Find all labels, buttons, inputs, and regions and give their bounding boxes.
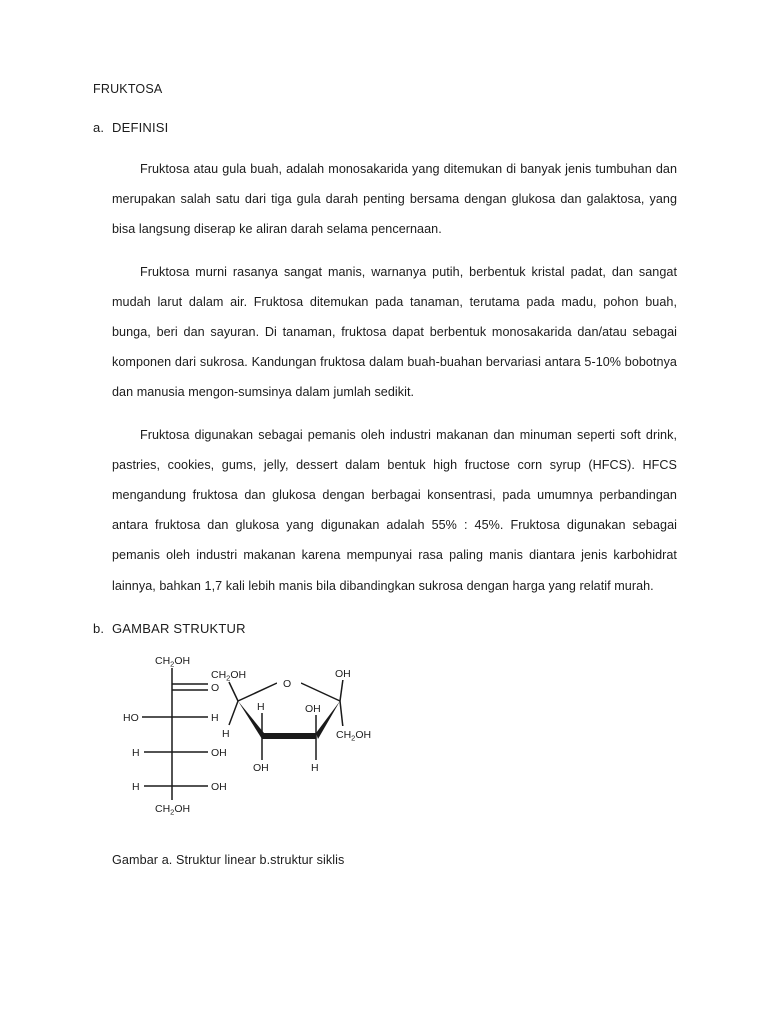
section-heading-definisi bbox=[93, 120, 677, 135]
ring-bond-back-right bbox=[301, 683, 340, 701]
haworth-front-right-down-label: H bbox=[311, 761, 319, 774]
fischer-row1-left-label: HO bbox=[123, 711, 139, 724]
fischer-row2-right-label: OH bbox=[211, 746, 227, 759]
figure-caption: Gambar a. Struktur linear b.struktur siklis bbox=[112, 852, 345, 867]
section-heading-gambar-struktur bbox=[93, 621, 677, 636]
bond-lower-left-h bbox=[229, 701, 238, 725]
paragraph-3: Fruktosa digunakan sebagai pemanis oleh industri makanan dan minuman seperti soft drink, pastries, cookies, gums, jelly, dessert dalam bentuk high fructose corn syrup (HFCS). HFCS mengandung fruktosa dan glukosa dengan berbagai konsentrasi, pada umumnya perbandingan antara fruktosa dan glukosa yang digunakan adalah 55% : 45%. Fruktosa digunakan sebagai pemanis oleh industri makanan karena mempunyai rasa paling manis diantara jenis karbohidrat lainnya, bahkan 1,7 kali lebih manis bila dibandingkan sukrosa dengan harga yang relatif murah. bbox=[112, 427, 677, 593]
fructose-structures-svg bbox=[112, 646, 412, 841]
definisi-body bbox=[112, 154, 677, 601]
fischer-row1-right-label: H bbox=[211, 711, 219, 724]
page-title: FRUKTOSA bbox=[93, 82, 163, 96]
haworth-front-left-down-label: OH bbox=[253, 761, 269, 774]
haworth-lower-right-label: $CH_2OH$ bbox=[336, 728, 372, 743]
fischer-projection-group bbox=[140, 668, 208, 806]
haworth-ring-oxygen-label: O bbox=[283, 677, 292, 690]
bond-upper-left-ch2oh bbox=[229, 682, 238, 701]
paragraph-2: Fruktosa murni rasanya sangat manis, warnanya putih, berbentuk kristal padat, dan sangat mudah larut dalam air. Fruktosa ditemukan pada tanaman, terutama pada madu, pohon buah, bunga, beri dan sayuran. Di tanaman, fruktosa dapat berbentuk monosakarida dan/atau sebagai komponen dari sukrosa. Kandungan fruktosa dalam buah-buahan bervariasi antara 5-10% bobotnya dan manusia mengon-sumsinya dalam jumlah sedikit. bbox=[112, 264, 677, 400]
fischer-bottom-label: $CH_2OH$ bbox=[155, 802, 191, 817]
haworth-upper-right-label: OH bbox=[335, 667, 351, 680]
section-marker-b: b. bbox=[93, 620, 105, 636]
haworth-front-left-up-label: H bbox=[257, 700, 265, 713]
fischer-carbonyl-o-label: O bbox=[211, 681, 220, 694]
haworth-lower-left-label: H bbox=[222, 727, 230, 740]
section-label-gambar-struktur: GAMBAR STRUKTUR bbox=[112, 620, 246, 636]
paragraph-1: Fruktosa atau gula buah, adalah monosakarida yang ditemukan di banyak jenis tumbuhan dan merupakan salah satu dari tiga gula darah penting bersama dengan glukosa dan galaktosa, yang bisa langsung diserap ke aliran darah selama pencernaan. bbox=[112, 162, 677, 237]
document-content bbox=[93, 82, 677, 867]
haworth-projection-group bbox=[229, 679, 343, 760]
section-label-definisi: DEFINISI bbox=[112, 120, 169, 135]
fischer-row3-left-label: H bbox=[132, 780, 140, 793]
fischer-row2-left-label: H bbox=[132, 746, 140, 759]
haworth-upper-left-label: $CH_2OH$ bbox=[211, 668, 247, 683]
fischer-top-label: $CH_2OH$ bbox=[155, 654, 191, 669]
section-marker-a: a. bbox=[93, 120, 105, 135]
fischer-row3-right-label: OH bbox=[211, 780, 227, 793]
bond-lower-right-ch2oh bbox=[340, 701, 343, 728]
bond-upper-right-oh bbox=[340, 679, 343, 701]
ring-bond-back-left bbox=[238, 683, 277, 701]
haworth-front-right-up-label: OH bbox=[305, 702, 321, 715]
fructose-structures-figure bbox=[112, 646, 412, 841]
